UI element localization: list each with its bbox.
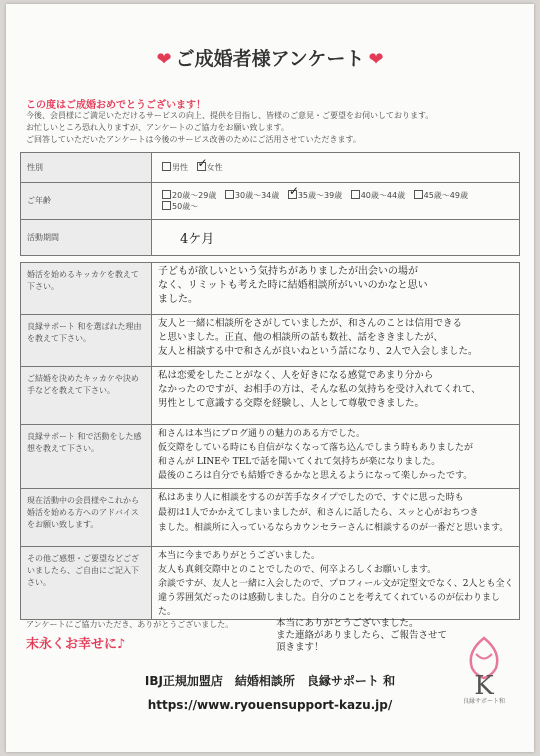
checkbox-icon xyxy=(225,190,234,199)
survey-title xyxy=(6,44,534,71)
intro-line: ご回答していただいたアンケートは今後のサービス改善のためにご活用させていただきます。 xyxy=(26,135,361,144)
footer-url[interactable]: https://www.ryouensupport-kazu.jp/ xyxy=(147,698,393,712)
gender-option-male[interactable]: 男性 xyxy=(162,163,188,172)
age-option[interactable]: 30歳～34歳 xyxy=(225,191,279,200)
logo-caption: 良縁サポート和 xyxy=(462,698,506,704)
question-label: ご結婚を決めたキッカケや決め手などを教えて下さい。 xyxy=(21,367,152,425)
question-label: 婚活を始めるキッカケを教えて下さい。 xyxy=(21,263,152,315)
gender-option-female[interactable]: ✓ 女性 xyxy=(197,156,223,172)
question-label: 良縁サポート 和で活動をした感想を教えて下さい。 xyxy=(21,425,152,489)
question-label: 良縁サポート 和を選ばれた理由を教えて下さい。 xyxy=(21,315,152,367)
intro-line: 今後、会員様にご満足いただけるサービスの向上、提供を目指し、皆様のご意見・ご要望をお伺いしております。 xyxy=(26,111,434,120)
age-options xyxy=(152,183,520,220)
age-option[interactable]: 50歳～ xyxy=(162,202,198,211)
checkbox-checked-icon: ✓ xyxy=(197,156,208,170)
checkbox-checked-icon: ✓ xyxy=(288,184,299,198)
checkbox-icon xyxy=(351,190,360,199)
brand-logo-icon xyxy=(458,632,510,704)
checkbox-icon xyxy=(162,190,171,199)
answer-text: 子どもが欲しいという気持ちがありましたが出会いの場が なく、リミットも考えた時に結婚相談所がいいのかなと思い ました。 xyxy=(152,263,520,315)
gender-label: 性別 xyxy=(21,153,152,183)
age-option-selected[interactable]: ✓ 35歳～39歳 xyxy=(288,184,343,200)
footer-company: IBJ正規加盟店 結婚相談所 良縁サポート 和 xyxy=(144,674,396,688)
questions-table xyxy=(20,262,520,620)
heart-icon-right: ❤ xyxy=(368,49,384,70)
congrats-message: この度はご成婚おめでとうございます！ xyxy=(26,100,206,111)
best-wishes: 末永くお幸せに♪ xyxy=(26,637,126,652)
profile-table xyxy=(20,152,520,256)
period-label: 活動期間 xyxy=(21,220,152,256)
age-option[interactable]: 20歳～29歳 xyxy=(162,191,216,200)
brand-logo xyxy=(458,632,510,704)
answer-text: 友人と一緒に相談所をさがしていましたが、和さんのことは信用できる と思いました。正直、他の相談所の話も数社、話をききましたが、 友人と相談する中で和さんが良いねという話になり、2人で入会しました。 xyxy=(152,315,520,367)
question-label: その他ご感想・ご要望などございましたら、ご自由にご記入下さい。 xyxy=(21,547,152,620)
intro-line: お忙しいところ恐れ入りますが、アンケートのご協力をお願い致します。 xyxy=(26,123,289,132)
age-option[interactable]: 45歳～49歳 xyxy=(414,191,468,200)
checkbox-icon xyxy=(162,162,171,171)
age-label: ご年齢 xyxy=(21,183,152,220)
answer-text: 私はあまり人に相談をするのが苦手なタイプでしたので、すぐに思った時も 最初は1人でかかえてしまいましたが、和さんに話したら、スッと心がおちつき ました。相談所に入っているならカウンセラーさんに相談するのが一番だと思います。 xyxy=(152,489,520,547)
age-option[interactable]: 40歳～44歳 xyxy=(351,191,405,200)
checkbox-icon xyxy=(162,201,171,210)
answer-text: 本当に今までありがとうございました。 友人も真剣交際中とのことでしたので、何卒よろしくお願いします。 余談ですが、友人と一緒に入会したので、プロフィール文が定型文でなく、2人とも全く 違う雰囲気だったのは感動しました。自分のことを考えてくれているのが伝わりました。 xyxy=(152,547,520,620)
answer-text: 和さんは本当にブログ通りの魅力のある方でした。 仮交際をしている時にも自信がなくなって落ち込んでしまう時もありましたが 和さんが LINEや TELで話を聞いてくれて気持ちが楽になりました。 最後のころは自分でも結婚できるかなと思えるようになって楽しかったです。 xyxy=(152,425,520,489)
question-label: 現在活動中の会員様やこれから婚活を始める方へのアドバイスをお願い致します。 xyxy=(21,489,152,547)
checkbox-icon xyxy=(414,190,423,199)
heart-icon-left: ❤ xyxy=(156,49,172,70)
survey-sheet xyxy=(6,4,534,752)
title-text: ご成婚者様アンケート xyxy=(175,48,365,70)
period-value: 4ケ月 xyxy=(152,220,520,256)
logo-letter: K xyxy=(474,671,494,701)
handwritten-note: 本当にありがとうございました。 また連絡がありましたら、ご報告させて 頂きます！ xyxy=(276,618,448,653)
answer-text: 私は恋愛をしたことがなく、人を好きになる感覚であまり分から なかったのですが、お相手の方は、そんな私の気持ちを受け入れてくれて、 男性として意識する交際を経験し、人として尊敬できました。 xyxy=(152,367,520,425)
gender-options xyxy=(152,153,520,183)
closing-text: アンケートにご協力いただき、ありがとうございました。 xyxy=(26,620,234,629)
intro-text xyxy=(26,110,526,146)
